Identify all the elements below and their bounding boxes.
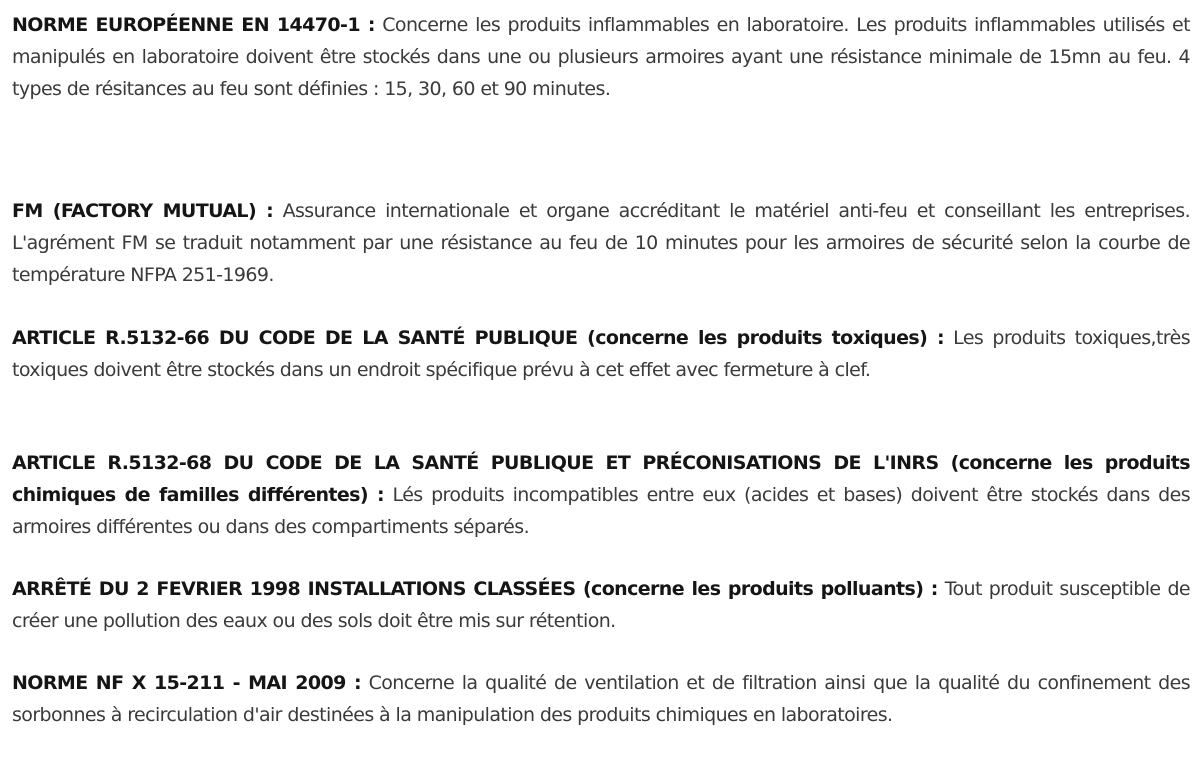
paragraph-heading: ARRÊTÉ DU 2 FEVRIER 1998 INSTALLATIONS CLASSÉES (concerne les produits polluants) : (12, 578, 938, 600)
paragraph-body: Assurance internationale et organe accréditant le matériel anti-feu et conseillant les entreprises. L'agrément FM se traduit notamment par une résistance au feu de 10 minutes pour les armoires de sécurité selon la courbe de température NFPA 251-1969. (12, 200, 1191, 286)
paragraph-body: Tout produit susceptible de créer une pollution des eaux ou des sols doit être mis sur rétention. (12, 578, 1190, 632)
paragraph-body: Concerne la qualité de ventilation et de filtration ainsi que la qualité du confinement des sorbonnes à recirculation d'air destinées à la manipulation des produits chimiques en laboratoires. (12, 672, 1190, 726)
paragraph-nf-x-15-211 (12, 667, 1190, 731)
paragraph-heading: NORME NF X 15-211 - MAI 2009 : (12, 672, 361, 694)
paragraph-article-r5132-68 (12, 447, 1190, 543)
paragraph-article-r5132-66 (12, 322, 1190, 386)
paragraph-heading: NORME EUROPÉENNE EN 14470-1 : (12, 14, 375, 36)
paragraph-body: Lés produits incompatibles entre eux (acides et bases) doivent être stockés dans des armoires différentes ou dans des compartiments séparés. (12, 484, 1190, 538)
paragraph-en-14470-1 (12, 9, 1190, 105)
paragraph-heading: ARTICLE R.5132-68 DU CODE DE LA SANTÉ PUBLIQUE ET PRÉCONISATIONS DE L'INRS (concerne les produits chimiques de familles différentes) : (12, 452, 1190, 506)
paragraph-body: Les produits toxiques,très toxiques doivent être stockés dans un endroit spécifique prévu à cet effet avec fermeture à clef. (12, 327, 1190, 381)
paragraph-factory-mutual (12, 195, 1190, 291)
paragraph-arrete-1998 (12, 573, 1190, 637)
paragraph-heading: FM (FACTORY MUTUAL) : (12, 200, 274, 222)
paragraph-heading: ARTICLE R.5132-66 DU CODE DE LA SANTÉ PUBLIQUE (concerne les produits toxiques) : (12, 327, 944, 349)
paragraph-body: Concerne les produits inflammables en laboratoire. Les produits inflammables utilisés et manipulés en laboratoire doivent être stockés dans une ou plusieurs armoires ayant une résistance minimale de 15mn au feu. 4 types de résitances au feu sont définies : 15, 30, 60 et 90 minutes. (12, 14, 1191, 100)
